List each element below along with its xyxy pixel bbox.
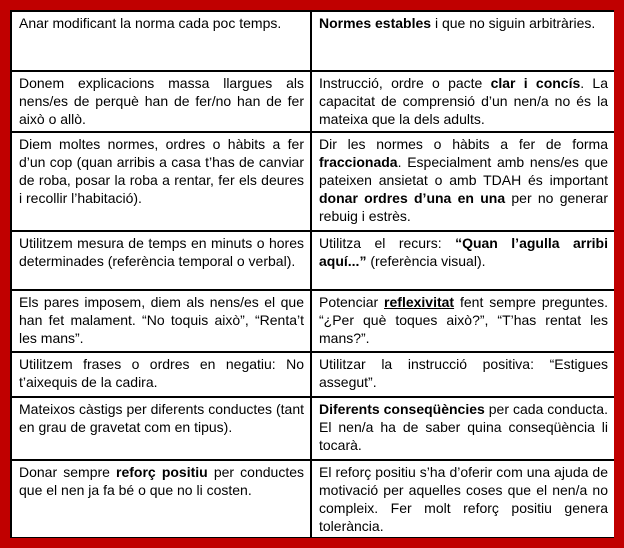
text-segment: per cada conducta. El nen/a ha de saber quina conseqüència li tocarà. <box>319 401 608 453</box>
text-segment: “Quan l’agulla arribi aquí...” <box>319 235 609 269</box>
text-segment: per no generar rebuig i estrès. <box>319 190 608 224</box>
table-row <box>11 352 615 397</box>
table-row <box>11 397 615 460</box>
text-segment: . Especialment amb nens/es que pateixen ansietat o amb TDAH és important <box>319 154 608 188</box>
cell-right <box>311 460 615 538</box>
text-segment: (referència visual). <box>366 253 486 269</box>
text-segment: donar ordres d’una en una <box>319 190 506 206</box>
rules-table <box>10 10 616 539</box>
cell-left <box>11 231 311 290</box>
text-segment: clar i concís <box>490 75 581 91</box>
text-segment: Donem explicacions massa llargues als nens/es de perquè han de fer/no han de fer això o allò. <box>19 75 304 127</box>
table-row <box>11 231 615 290</box>
table-row <box>11 132 615 231</box>
text-segment: Utilitzem mesura de temps en minuts o hores determinades (referència temporal o verbal). <box>19 235 304 269</box>
text-segment: per conductes que el nen ja fa bé o que no li costen. <box>19 464 304 498</box>
text-segment: Donar sempre <box>19 464 117 480</box>
cell-left <box>11 290 311 352</box>
table-row <box>11 460 615 538</box>
text-segment: i que no siguin arbitràries. <box>431 15 596 31</box>
cell-left <box>11 397 311 460</box>
cell-right <box>311 11 615 71</box>
cell-right <box>311 132 615 231</box>
text-segment: Anar modificant la norma cada poc temps. <box>19 15 282 31</box>
text-segment: Instrucció, ordre o pacte <box>319 75 491 91</box>
text-segment: fraccionada <box>319 154 398 170</box>
cell-left <box>11 460 311 538</box>
table-row <box>11 71 615 132</box>
cell-left <box>11 11 311 71</box>
text-segment: Diem moltes normes, ordres o hàbits a fer d’un cop (quan arribis a casa t’has de canviar de roba, posar la roba a rentar, fer els deures i recollir l’habitació). <box>19 136 304 206</box>
table-row <box>11 290 615 352</box>
table-row <box>11 11 615 71</box>
text-segment: . La capacitat de comprensió d’un nen/a no és la mateixa que la dels adults. <box>319 75 608 127</box>
cell-left <box>11 71 311 132</box>
rules-table-body <box>11 11 615 538</box>
text-segment: Utilitzem frases o ordres en negatiu: No t’aixequis de la cadira. <box>19 356 304 390</box>
text-segment: Diferents conseqüències <box>319 401 485 417</box>
cell-right <box>311 231 615 290</box>
text-segment: Utilitzar la instrucció positiva: “Estigues assegut”. <box>319 356 608 390</box>
cell-left <box>11 352 311 397</box>
cell-right <box>311 397 615 460</box>
text-segment: reforç positiu <box>116 464 208 480</box>
cell-left <box>11 132 311 231</box>
cell-right <box>311 290 615 352</box>
text-segment: Dir les normes o hàbits a fer de forma <box>319 136 608 152</box>
text-segment: El reforç positiu s’ha d’oferir com una ajuda de motivació per aquelles coses que el nen/a no compleix. Fer molt reforç positiu genera tolerància. <box>319 464 608 534</box>
text-segment: Potenciar <box>319 294 385 310</box>
cell-right <box>311 352 615 397</box>
text-segment: Mateixos càstigs per diferents conductes (tant en grau de gravetat com en tipus). <box>19 401 304 435</box>
text-segment: reflexivitat <box>384 294 455 310</box>
text-segment: Normes estables <box>319 15 432 31</box>
text-segment: Utilitza el recurs: <box>319 235 456 251</box>
text-segment: fent sempre preguntes. “¿Per què toques això?”, “T’has rentat les mans?”. <box>319 294 608 346</box>
cell-right <box>311 71 615 132</box>
text-segment: Els pares imposem, diem als nens/es el que han fet malament. “No toquis això”, “Renta’t les mans”. <box>19 294 304 346</box>
